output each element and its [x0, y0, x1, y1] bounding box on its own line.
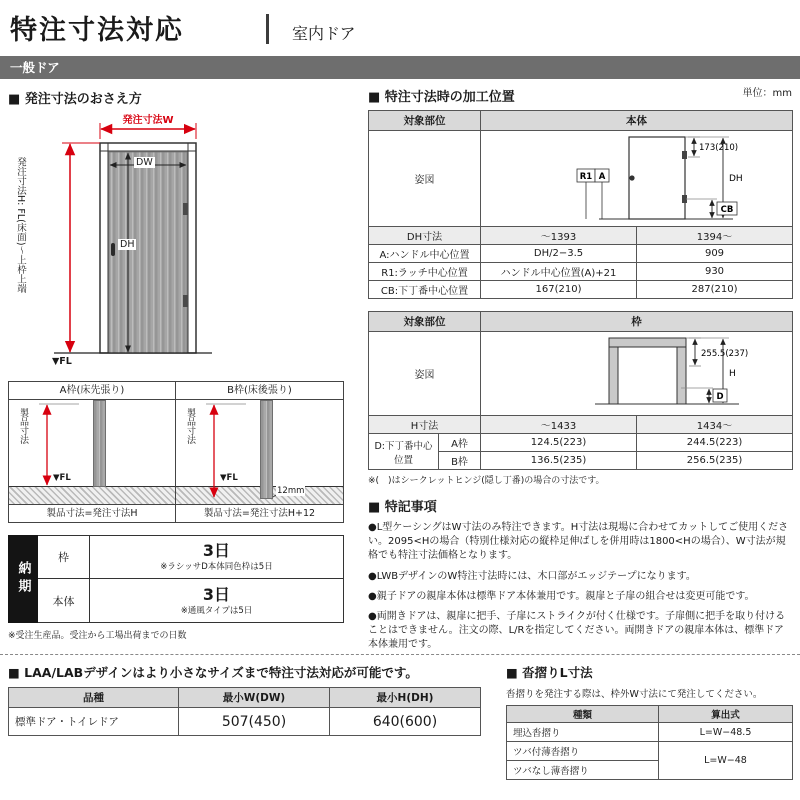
- note-item: ●親子ドアの親扉本体は標準ドア本体兼用です。親扉と子扉の組合せは変更可能です。: [368, 590, 755, 602]
- table-cell: 1434〜: [637, 416, 793, 434]
- table-header-cell: 対象部位: [369, 312, 481, 332]
- gap-12mm-label: 12mm: [277, 486, 305, 496]
- table-cell: ハンドル中心位置(A)+21: [481, 263, 637, 281]
- table-cell: 〜1433: [481, 416, 637, 434]
- delivery-note: ※ラシッサD本体同色枠は5日: [160, 562, 273, 572]
- bottom-section: [0, 654, 800, 800]
- min-size-title: ■ LAA/LABデザインはより小さなサイズまで特注寸法対応が可能です。: [8, 665, 418, 680]
- table-header-cell: 最小W(DW): [179, 688, 330, 708]
- table-header-row: [507, 706, 793, 723]
- delivery-row-body: [38, 579, 343, 622]
- delivery-part: 枠: [38, 536, 90, 578]
- frame-machining-figure: [481, 332, 793, 412]
- fig-dh: DH: [729, 174, 743, 184]
- table-row: [369, 281, 793, 299]
- sill-length-description: 沓摺りを発注する際は、枠外W寸法にて発注してください。: [506, 689, 763, 700]
- b-frame-diagram: [176, 400, 343, 504]
- table-cell: 167(210): [481, 281, 637, 299]
- special-notes-title: ■ 特記事項: [368, 500, 437, 515]
- b-frame-title: B枠(床後張り): [176, 382, 343, 400]
- fig-a: A: [598, 172, 606, 182]
- min-size-block: [8, 663, 480, 736]
- table-row: [369, 245, 793, 263]
- table-row: [369, 434, 793, 452]
- delivery-value: [90, 579, 343, 622]
- table-cell: R1:ラッチ中心位置: [369, 263, 481, 281]
- table-cell: B枠: [439, 452, 481, 470]
- table-cell: A枠: [439, 434, 481, 452]
- table-cell: 507(450): [179, 708, 330, 736]
- table-cell: 256.5(235): [637, 452, 793, 470]
- table-cell: L=W−48.5: [659, 723, 793, 742]
- category-bar: 一般ドア: [0, 56, 800, 79]
- dw-label: DW: [136, 157, 153, 168]
- sill-length-table: [506, 705, 793, 780]
- table-header-cell: 算出式: [659, 706, 793, 723]
- figure-label-cell: 姿図: [369, 131, 481, 227]
- table-header-cell: 枠: [481, 312, 793, 332]
- figure-cell: [481, 332, 793, 416]
- table-cell: L=W−48: [659, 742, 793, 780]
- delivery-days: 3日: [202, 584, 231, 604]
- delivery-table: [38, 535, 344, 623]
- table-cell: D:下丁番中心位置: [369, 434, 439, 470]
- delivery-block: [8, 535, 344, 623]
- a-frame-title: A枠(床先張り): [9, 382, 176, 400]
- body-machining-table: [368, 110, 793, 299]
- a-frame-formula: 製品寸法=発注寸法H: [9, 504, 176, 522]
- figure-cell: [481, 131, 793, 227]
- figure-row: [369, 131, 793, 227]
- delivery-label: 納期: [8, 535, 38, 623]
- sill-length-block: [506, 663, 792, 780]
- order-width-label: 発注寸法W: [122, 115, 174, 126]
- table-cell: ツバなし薄沓摺り: [507, 761, 659, 780]
- product-dimension-label: 製品寸法: [185, 408, 195, 444]
- table-header-cell: 最小H(DH): [330, 688, 481, 708]
- b-frame-formula: 製品寸法=発注寸法H+12: [176, 504, 343, 522]
- note-item: ●両開きドアは、親扉に把手、子扉にストライクが付く仕様です。子扉側に把手を取り付けることはできません。注文の際、L/Rを指定してください。両開きドアの親扉本体は、標準ドア本体兼用です。: [368, 610, 786, 651]
- table-row: [507, 742, 793, 761]
- frame-install-comparison: [8, 381, 344, 523]
- table-header-cell: 対象部位: [369, 111, 481, 131]
- hinge-note: ※( )はシークレットヒンジ(隠し丁番)の場合の寸法です。: [368, 476, 605, 486]
- table-row: [369, 416, 793, 434]
- delivery-part: 本体: [38, 579, 90, 622]
- table-cell: 930: [637, 263, 793, 281]
- table-cell: 〜1393: [481, 227, 637, 245]
- a-frame-dimension-arrow: [9, 400, 176, 504]
- body-machining-figure: [481, 131, 793, 223]
- table-cell: 136.5(235): [481, 452, 637, 470]
- min-size-table: [8, 687, 481, 736]
- page-subtitle: 室内ドア: [292, 24, 356, 43]
- fig-h: H: [729, 369, 736, 379]
- b-frame-dimension-arrow: [176, 400, 343, 504]
- table-cell: 1394〜: [637, 227, 793, 245]
- left-column: [8, 88, 360, 641]
- table-header-cell: 種類: [507, 706, 659, 723]
- table-cell: 124.5(223): [481, 434, 637, 452]
- fig-dim-top: 255.5(237): [701, 349, 749, 359]
- fig-d: D: [716, 392, 724, 402]
- door-elevation-figure: [8, 111, 360, 373]
- unit-label: 単位：mm: [742, 88, 792, 99]
- machining-position-section-title: ■ 特注寸法時の加工位置: [368, 90, 515, 105]
- frame-machining-table: [368, 311, 793, 470]
- table-cell: CB:下丁番中心位置: [369, 281, 481, 299]
- fig-r1: R1: [579, 172, 593, 182]
- fl-mini-label: ▼FL: [53, 473, 71, 483]
- page-title: 特注寸法対応: [10, 15, 184, 46]
- table-header-row: [369, 111, 793, 131]
- delivery-row-frame: [38, 536, 343, 579]
- door-elevation-diagram: [8, 111, 360, 373]
- table-header-cell: 本体: [481, 111, 793, 131]
- fl-mini-label: ▼FL: [220, 473, 238, 483]
- table-header-row: [9, 688, 481, 708]
- delivery-footnote: ※受注生産品。受注から工場出荷までの日数: [8, 631, 187, 641]
- order-dimension-section-title: ■ 発注寸法のおさえ方: [8, 92, 142, 107]
- delivery-days: 3日: [202, 541, 231, 560]
- table-header-cell: 品種: [9, 688, 179, 708]
- table-cell: 909: [637, 245, 793, 263]
- table-cell: ツバ付薄沓摺り: [507, 742, 659, 761]
- table-cell: 埋込沓摺り: [507, 723, 659, 742]
- table-header-row: [369, 312, 793, 332]
- table-cell: DH/2−3.5: [481, 245, 637, 263]
- figure-row: [369, 332, 793, 416]
- note-item: ●LWBデザインのW特注寸法時には、木口部がエッジテープになります。: [368, 570, 696, 582]
- sill-length-title: ■ 沓摺りL寸法: [506, 665, 593, 680]
- table-cell: 287(210): [637, 281, 793, 299]
- table-row: [369, 263, 793, 281]
- delivery-note: ※通風タイプは5日: [180, 605, 253, 616]
- table-row: [507, 723, 793, 742]
- fl-label: ▼FL: [52, 356, 72, 367]
- table-cell: 244.5(223): [637, 434, 793, 452]
- table-cell: A:ハンドル中心位置: [369, 245, 481, 263]
- a-frame-diagram: [9, 400, 176, 504]
- product-dimension-label: 製品寸法: [18, 408, 28, 444]
- table-cell: 640(600): [330, 708, 481, 736]
- fig-dim-top: 173(210): [699, 143, 739, 153]
- header-divider: [266, 14, 269, 44]
- note-item: ●L型ケーシングはW寸法のみ特注できます。H寸法は現場に合わせてカットしてご使用ください。2095<Hの場合（特別仕様対応の縦枠足伸ばしを併用時は1800<Hの場合）、W寸法が規格でも特注寸法価格となります。: [368, 522, 789, 562]
- figure-label-cell: 姿図: [369, 332, 481, 416]
- table-row: [369, 227, 793, 245]
- table-cell: 標準ドア・トイレドア: [9, 708, 179, 736]
- right-column: [368, 86, 792, 653]
- table-cell: DH寸法: [369, 227, 481, 245]
- fig-cb: CB: [720, 205, 734, 215]
- table-row: [9, 708, 481, 736]
- table-cell: H寸法: [369, 416, 481, 434]
- delivery-value: [90, 536, 343, 578]
- dh-label: DH: [120, 239, 135, 250]
- order-height-label: 発注寸法H: FL(床面)〜上枠上端: [15, 157, 26, 294]
